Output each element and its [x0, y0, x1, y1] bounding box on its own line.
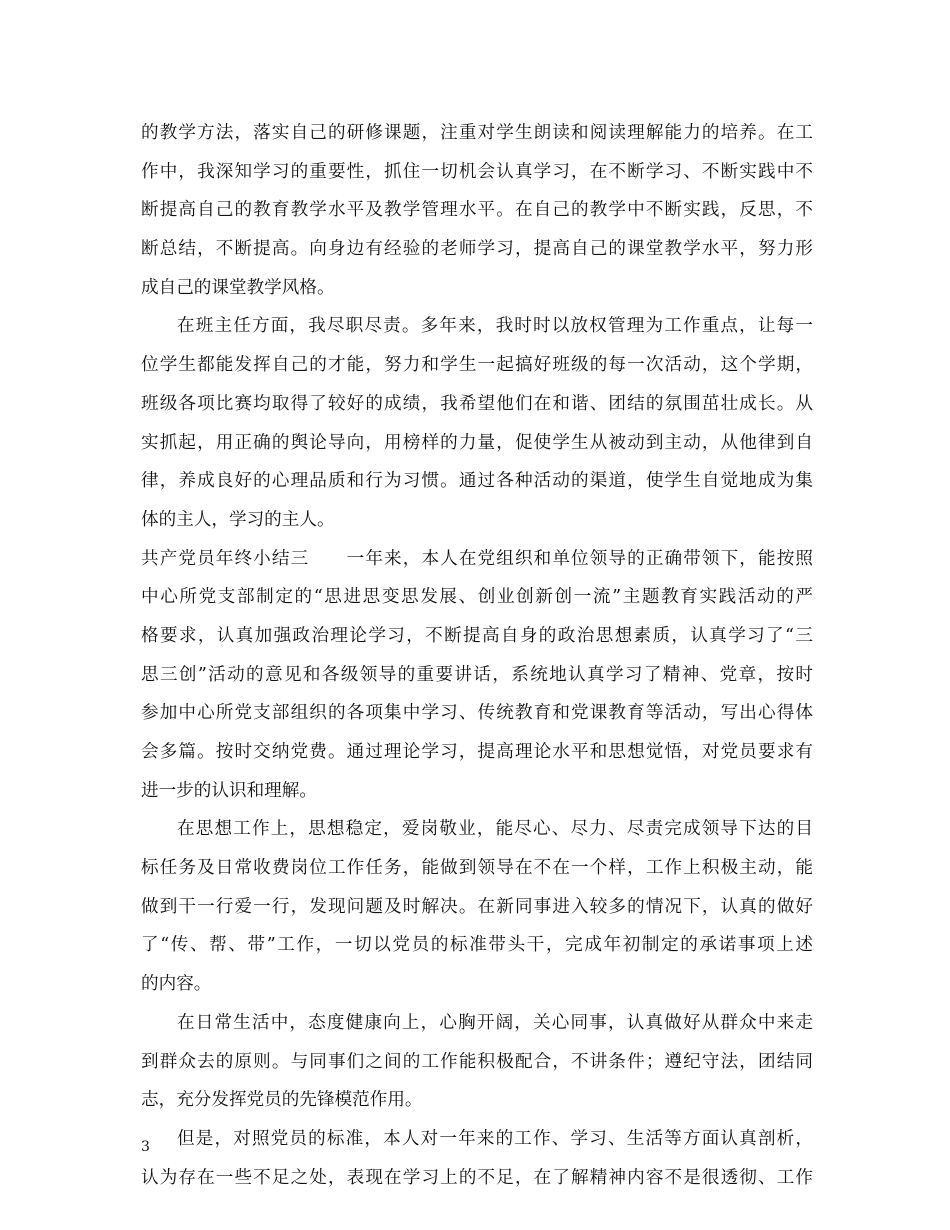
text-line: 的教学方法，落实自己的研修课题，注重对学生朗读和阅读理解能力的培养。在工	[141, 123, 813, 143]
text-line: 在班主任方面，我尽职尽责。多年来，我时时以放权管理为工作重点，让每一	[177, 316, 813, 337]
text-line: 参加中心所党支部组织的各项集中学习、传统教育和党课教育等活动，写出心得体	[141, 703, 813, 724]
text-line: 进一步的认识和理解。	[141, 780, 317, 801]
text-line: 但是，对照党员的标准，本人对一年来的工作、学习、生活等方面认真剖析，	[177, 1128, 813, 1149]
page-number: 3	[141, 1139, 150, 1155]
text-line: 律，养成良好的心理品质和行为习惯。通过各种活动的渠道，使学生自觉地成为集	[141, 471, 813, 492]
text-line: 思三创”活动的意见和各级领导的重要讲话，系统地认真学习了精神、党章，按时	[141, 664, 813, 685]
text-line: 标任务及日常收费岗位工作任务，能做到领导在不在一个样，工作上积极主动，能	[141, 858, 813, 879]
text-line: 到群众去的原则。与同事们之间的工作能积极配合，不讲条件；遵纪守法，团结同	[141, 1051, 813, 1072]
document-body	[141, 114, 813, 1197]
text-line: 断提高自己的教育教学水平及教学管理水平。在自己的教学中不断实践，反思，不	[141, 200, 813, 221]
text-line: 认为存在一些不足之处，表现在学习上的不足，在了解精神内容不是很透彻、工作	[141, 1167, 813, 1188]
section-heading-line: 共产党员年终小结三 一年来，本人在党组织和单位领导的正确带领下，能按照	[141, 548, 813, 569]
text-line: 了“传、帮、带”工作，一切以党员的标准带头干，完成年初制定的承诺事项上述	[141, 935, 813, 956]
text-line: 在日常生活中，态度健康向上，心胸开阔，关心同事，认真做好从群众中来走	[177, 1012, 813, 1033]
text-line: 会多篇。按时交纳党费。通过理论学习，提高理论水平和思想觉悟，对党员要求有	[141, 742, 813, 762]
text-line: 位学生都能发挥自己的才能，努力和学生一起搞好班级的每一次活动，这个学期，	[141, 355, 813, 376]
text-line: 成自己的课堂教学风格。	[141, 277, 335, 298]
text-line: 实抓起，用正确的舆论导向，用榜样的力量，促使学生从被动到主动，从他律到自	[141, 432, 813, 453]
text-line: 志，充分发挥党员的先锋模范作用。	[141, 1090, 423, 1111]
text-line: 断总结，不断提高。向身边有经验的老师学习，提高自己的课堂教学水平，努力形	[141, 239, 813, 260]
text-line: 做到干一行爱一行，发现问题及时解决。在新同事进入较多的情况下，认真的做好	[141, 896, 813, 917]
text-line: 作中，我深知学习的重要性，抓住一切机会认真学习，在不断学习、不断实践中不	[141, 161, 813, 182]
text-line: 的内容。	[141, 974, 212, 995]
text-line: 班级各项比赛均取得了较好的成绩，我希望他们在和谐、团结的氛围茁壮成长。从	[141, 393, 813, 414]
text-line: 在思想工作上，思想稳定，爱岗敬业，能尽心、尽力、尽责完成领导下达的目	[177, 819, 813, 840]
text-line: 格要求，认真加强政治理论学习，不断提高自身的政治思想素质，认真学习了“三	[141, 625, 813, 646]
text-line: 中心所党支部制定的“思进思变思发展、创业创新创一流”主题教育实践活动的严	[141, 587, 813, 608]
text-line: 体的主人，学习的主人。	[141, 509, 335, 530]
